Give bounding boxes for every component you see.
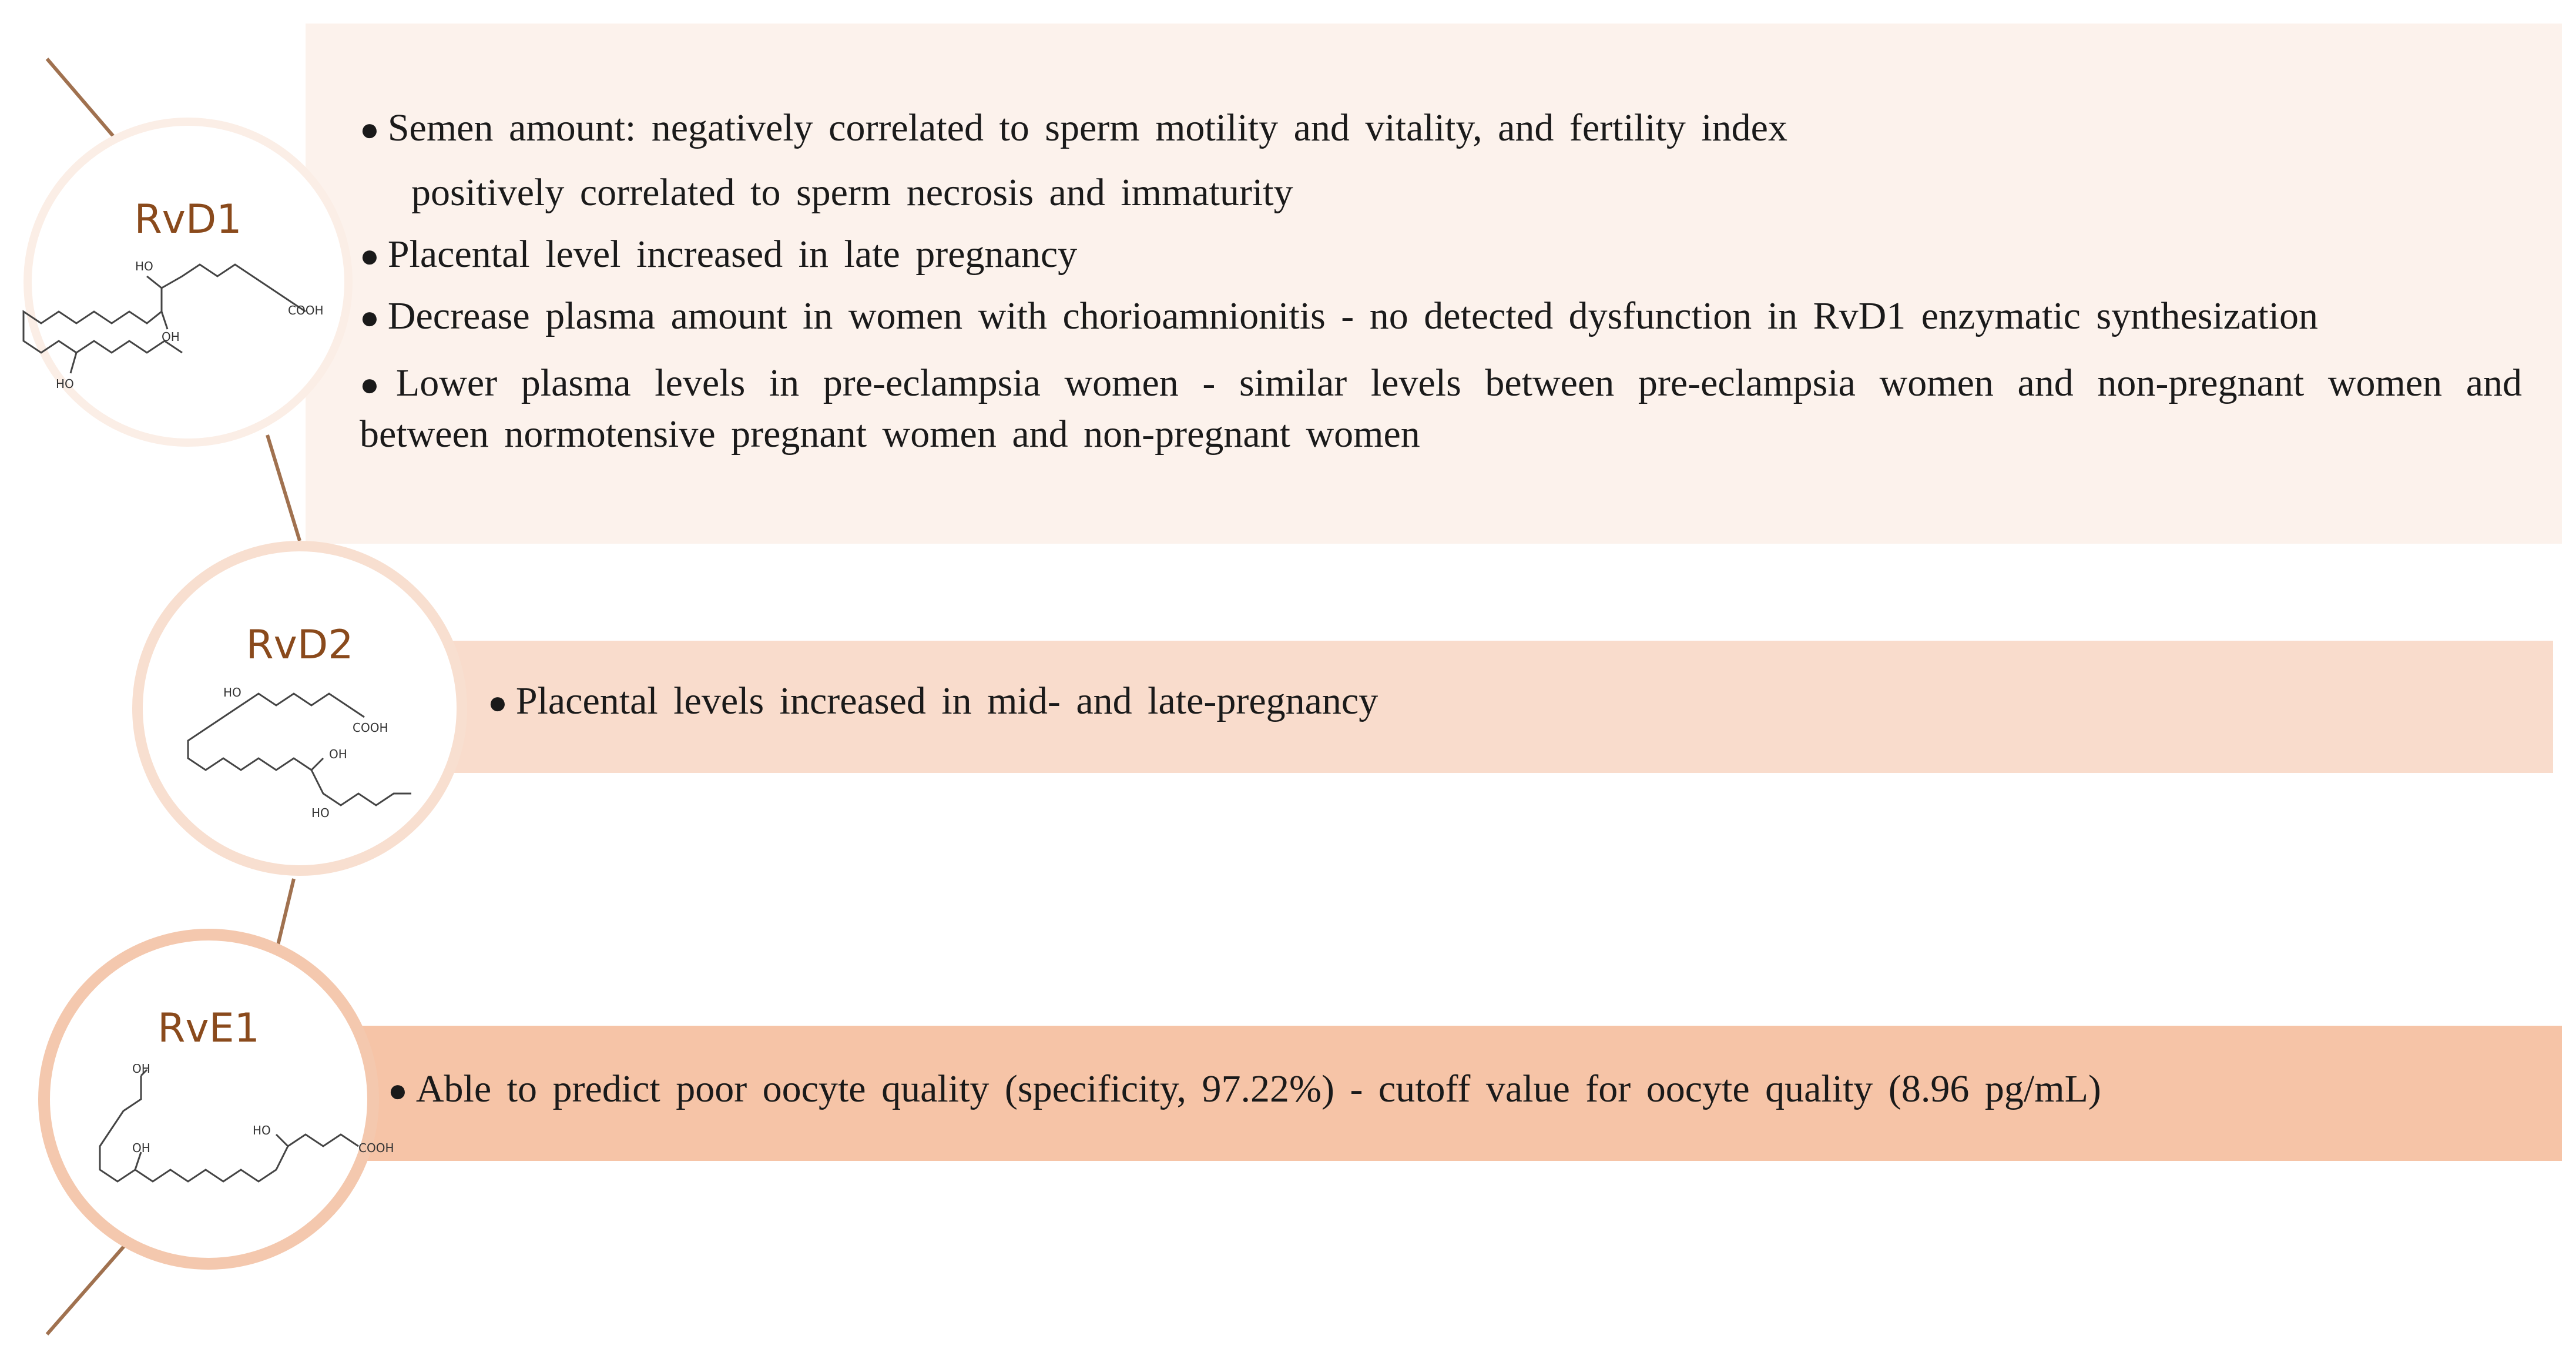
bullet-dot: ● [360, 367, 388, 403]
bullet-dot: ● [360, 300, 380, 336]
rvd2-ho-bottom-label: HO [311, 806, 330, 820]
rve1-oh-top-label: OH [132, 1064, 150, 1076]
bullet-dot: ● [360, 238, 380, 275]
rvd1-label: RvD1 [134, 196, 242, 243]
rvd1-ho-label: HO [135, 259, 153, 273]
rvd2-label: RvD2 [246, 622, 354, 668]
rvd1-structure [12, 247, 341, 435]
rvd1-bullet-4: ● Lower plasma levels in pre-eclampsia women - similar levels between pre-eclampsia women and non-pregnant women and between normotensive pregnant women and non-pregnant women [360, 361, 2523, 456]
rvd1-panel [306, 24, 2562, 544]
bullet-dot: ● [488, 685, 508, 721]
rvd1-ho-bottom-label: HO [56, 377, 74, 391]
bullet-dot: ● [388, 1073, 408, 1109]
rvd1-oh-label: OH [162, 330, 180, 344]
rvd1-bullet-2: ● Placental level increased in late pregnancy [360, 233, 1078, 276]
rvd1-cooh-label: COOH [288, 303, 324, 317]
rvd2-cooh-label: COOH [353, 721, 388, 735]
rvd2-bullet-1: ● Placental levels increased in mid- and late-pregnancy [488, 679, 1378, 722]
rve1-bullet-1: ● Able to predict poor oocyte quality (specificity, 97.22%) - cutoff value for oocyte quality (8.96 pg/mL) [388, 1067, 2101, 1110]
rvd2-ho-label: HO [223, 685, 242, 699]
rve1-cooh-label: COOH [358, 1141, 394, 1155]
rve1-structure [76, 1064, 429, 1229]
rvd2-oh-label: OH [329, 747, 347, 761]
rve1-label: RvE1 [157, 1005, 260, 1052]
bullet-dot: ● [360, 112, 380, 148]
rve1-oh-label: OH [132, 1141, 150, 1155]
rvd1-bullet-1: ● Semen amount: negatively correlated to sperm motility and vitality, and fertility index [360, 106, 1787, 149]
rvd1-bullet-3: ● Decrease plasma amount in women with chorioamnionitis - no detected dysfunction in RvD1 enzymatic synthesization [360, 294, 2319, 337]
rve1-ho-label: HO [253, 1123, 271, 1137]
rvd1-bullet-1-continuation: positively correlated to sperm necrosis and immaturity [411, 171, 1293, 214]
rvd2-structure [176, 670, 482, 858]
